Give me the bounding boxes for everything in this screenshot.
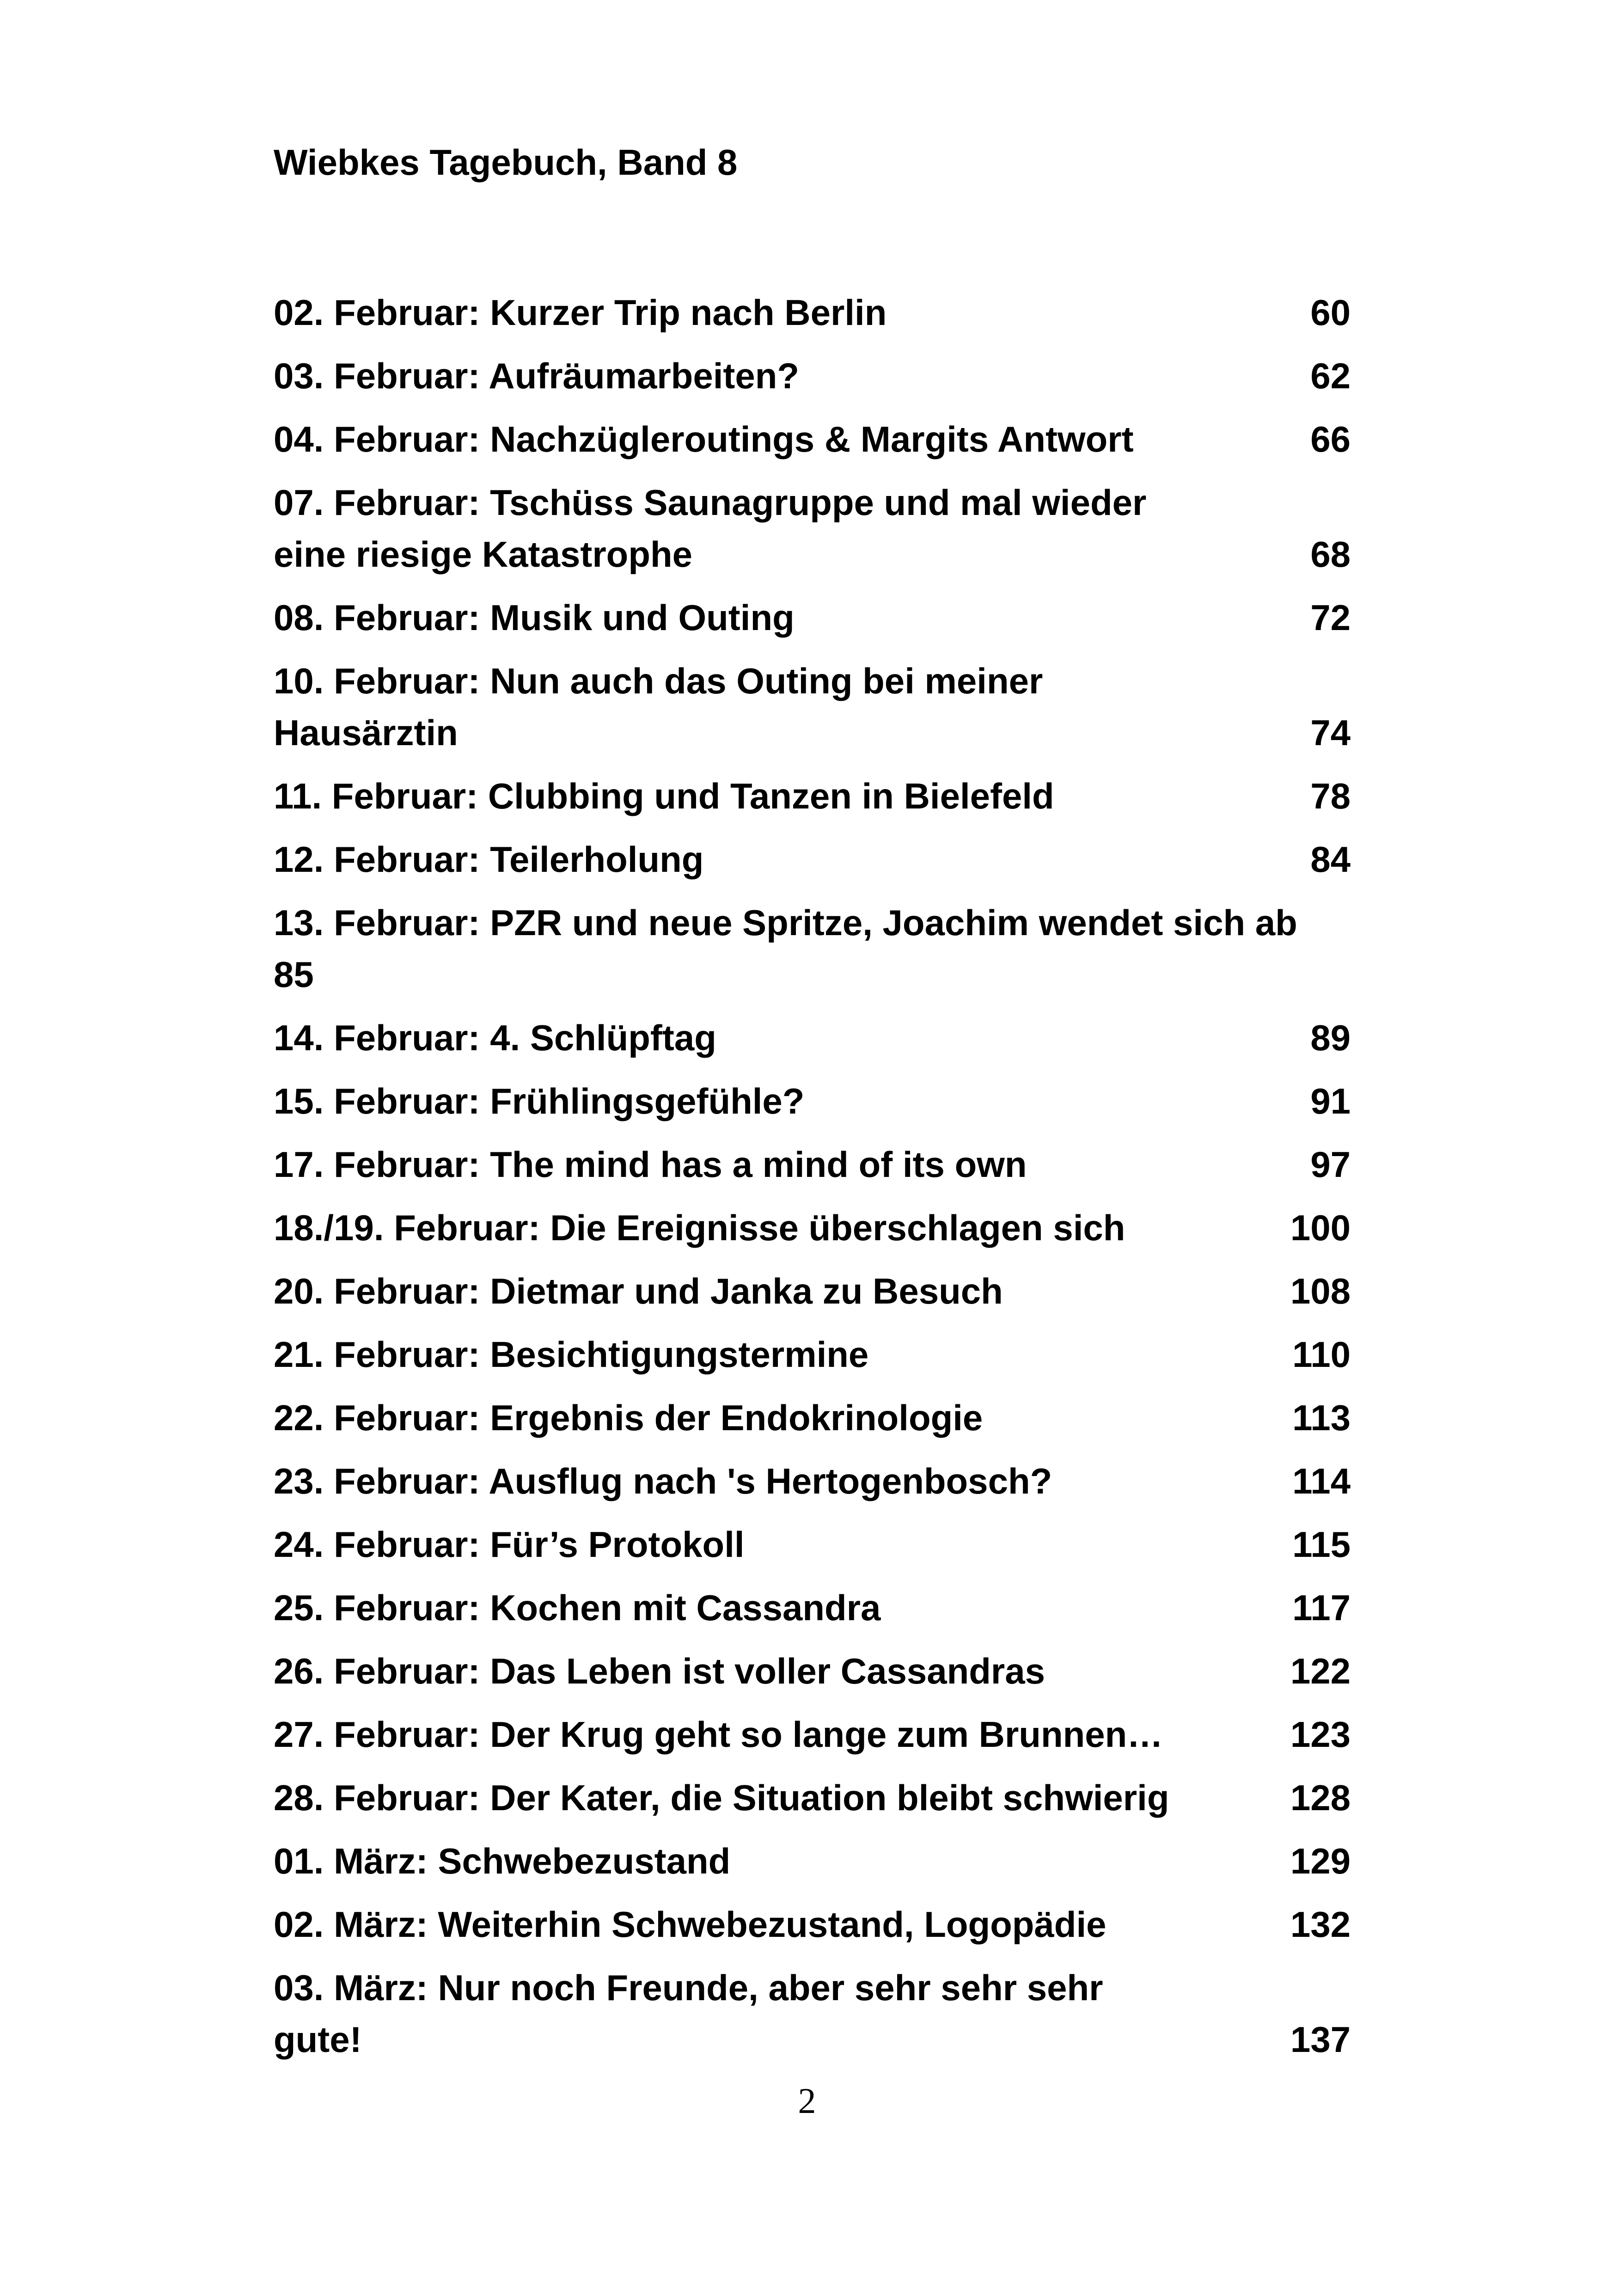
toc-entry-page: 72 — [1310, 597, 1351, 638]
toc-entry — [274, 1202, 1351, 1254]
toc-entry-title: 03. März: Nur noch Freunde, aber sehr sehr sehr gute! — [274, 1967, 1103, 2060]
toc-entry-page: 74 — [1310, 712, 1351, 753]
toc-entry — [274, 413, 1351, 465]
toc-entry-page: 108 — [1290, 1271, 1351, 1311]
toc-entry — [274, 1898, 1351, 1950]
toc-entry-page: 110 — [1292, 1334, 1351, 1375]
toc-entry-title: 20. Februar: Dietmar und Janka zu Besuch — [274, 1271, 1003, 1311]
table-of-contents — [274, 287, 1351, 2077]
toc-entry-page: 114 — [1292, 1461, 1351, 1501]
toc-entry-title: 17. Februar: The mind has a mind of its own — [274, 1144, 1027, 1185]
book-title: Wiebkes Tagebuch, Band 8 — [274, 142, 738, 183]
toc-entry-title: 13. Februar: PZR und neue Spritze, Joachim wendet sich ab — [274, 902, 1297, 943]
toc-entry-title: 10. Februar: Nun auch das Outing bei meiner Hausärztin — [274, 661, 1043, 753]
toc-entry — [274, 1012, 1351, 1064]
toc-entry-page: 100 — [1290, 1207, 1351, 1248]
toc-entry — [274, 350, 1351, 402]
toc-entry-title: 07. Februar: Tschüss Saunagruppe und mal wieder eine riesige Katastrophe — [274, 482, 1147, 575]
toc-entry-title: 23. Februar: Ausflug nach 's Hertogenbosch? — [274, 1461, 1052, 1501]
toc-entry-title: 18./19. Februar: Die Ereignisse überschlagen sich — [274, 1207, 1125, 1248]
toc-entry — [274, 897, 1351, 1000]
toc-entry — [274, 592, 1351, 643]
toc-entry — [274, 287, 1351, 338]
toc-entry-title: 08. Februar: Musik und Outing — [274, 597, 795, 638]
toc-entry-page: 117 — [1292, 1587, 1351, 1628]
toc-entry-page: 128 — [1290, 1777, 1351, 1818]
toc-entry-title: 28. Februar: Der Kater, die Situation bleibt schwierig — [274, 1777, 1169, 1818]
toc-entry-page: 91 — [1310, 1081, 1351, 1121]
toc-entry-page: 97 — [1310, 1144, 1351, 1185]
toc-entry-page: 84 — [1310, 839, 1351, 880]
toc-entry-title: 02. Februar: Kurzer Trip nach Berlin — [274, 292, 887, 333]
toc-entry-page: 132 — [1290, 1904, 1351, 1945]
toc-entry — [274, 770, 1351, 822]
toc-entry — [274, 1645, 1351, 1697]
toc-entry — [274, 1772, 1351, 1824]
toc-entry-page: 89 — [1310, 1017, 1351, 1058]
toc-entry-page: 115 — [1292, 1524, 1351, 1565]
toc-entry-page: 68 — [1310, 534, 1351, 575]
toc-entry-page: 60 — [1310, 292, 1351, 333]
toc-entry-page: 129 — [1290, 1841, 1351, 1881]
toc-entry-page: 122 — [1290, 1651, 1351, 1691]
toc-entry-title: 14. Februar: 4. Schlüpftag — [274, 1017, 716, 1058]
page-number: 2 — [798, 2081, 816, 2121]
toc-entry — [274, 1582, 1351, 1634]
toc-entry-title: 21. Februar: Besichtigungstermine — [274, 1334, 869, 1375]
toc-entry-page: 62 — [1310, 355, 1351, 396]
toc-entry-page: 137 — [1290, 2019, 1351, 2060]
toc-entry-title: 24. Februar: Für’s Protokoll — [274, 1524, 745, 1565]
toc-entry-title: 04. Februar: Nachzügleroutings & Margits Antwort — [274, 419, 1134, 459]
toc-entry-page: 113 — [1292, 1397, 1351, 1438]
toc-entry — [274, 1392, 1351, 1444]
toc-entry — [274, 1329, 1351, 1380]
toc-entry — [274, 1265, 1351, 1317]
toc-entry — [274, 1139, 1351, 1190]
toc-entry-title: 01. März: Schwebezustand — [274, 1841, 731, 1881]
toc-entry-title: 22. Februar: Ergebnis der Endokrinologie — [274, 1397, 983, 1438]
toc-entry-title: 11. Februar: Clubbing und Tanzen in Bielefeld — [274, 776, 1054, 816]
toc-entry-page: 123 — [1290, 1714, 1351, 1755]
toc-entry-title: 25. Februar: Kochen mit Cassandra — [274, 1587, 881, 1628]
toc-entry-title: 02. März: Weiterhin Schwebezustand, Logopädie — [274, 1904, 1107, 1945]
toc-entry-page: 85 — [274, 954, 314, 995]
toc-entry-title: 03. Februar: Aufräumarbeiten? — [274, 355, 800, 396]
toc-entry-title: 26. Februar: Das Leben ist voller Cassandras — [274, 1651, 1045, 1691]
toc-entry — [274, 1455, 1351, 1507]
toc-entry — [274, 1075, 1351, 1127]
toc-entry — [274, 833, 1351, 885]
toc-entry-page: 78 — [1310, 776, 1351, 816]
toc-entry — [274, 477, 1351, 580]
toc-entry-title: 12. Februar: Teilerholung — [274, 839, 704, 880]
toc-entry-page: 66 — [1310, 419, 1351, 459]
toc-entry — [274, 1835, 1351, 1887]
toc-entry — [274, 1962, 1351, 2065]
toc-entry — [274, 1708, 1351, 1760]
toc-entry — [274, 1518, 1351, 1570]
toc-entry-title: 27. Februar: Der Krug geht so lange zum Brunnen… — [274, 1714, 1163, 1755]
toc-entry — [274, 655, 1351, 759]
toc-entry-title: 15. Februar: Frühlingsgefühle? — [274, 1081, 805, 1121]
